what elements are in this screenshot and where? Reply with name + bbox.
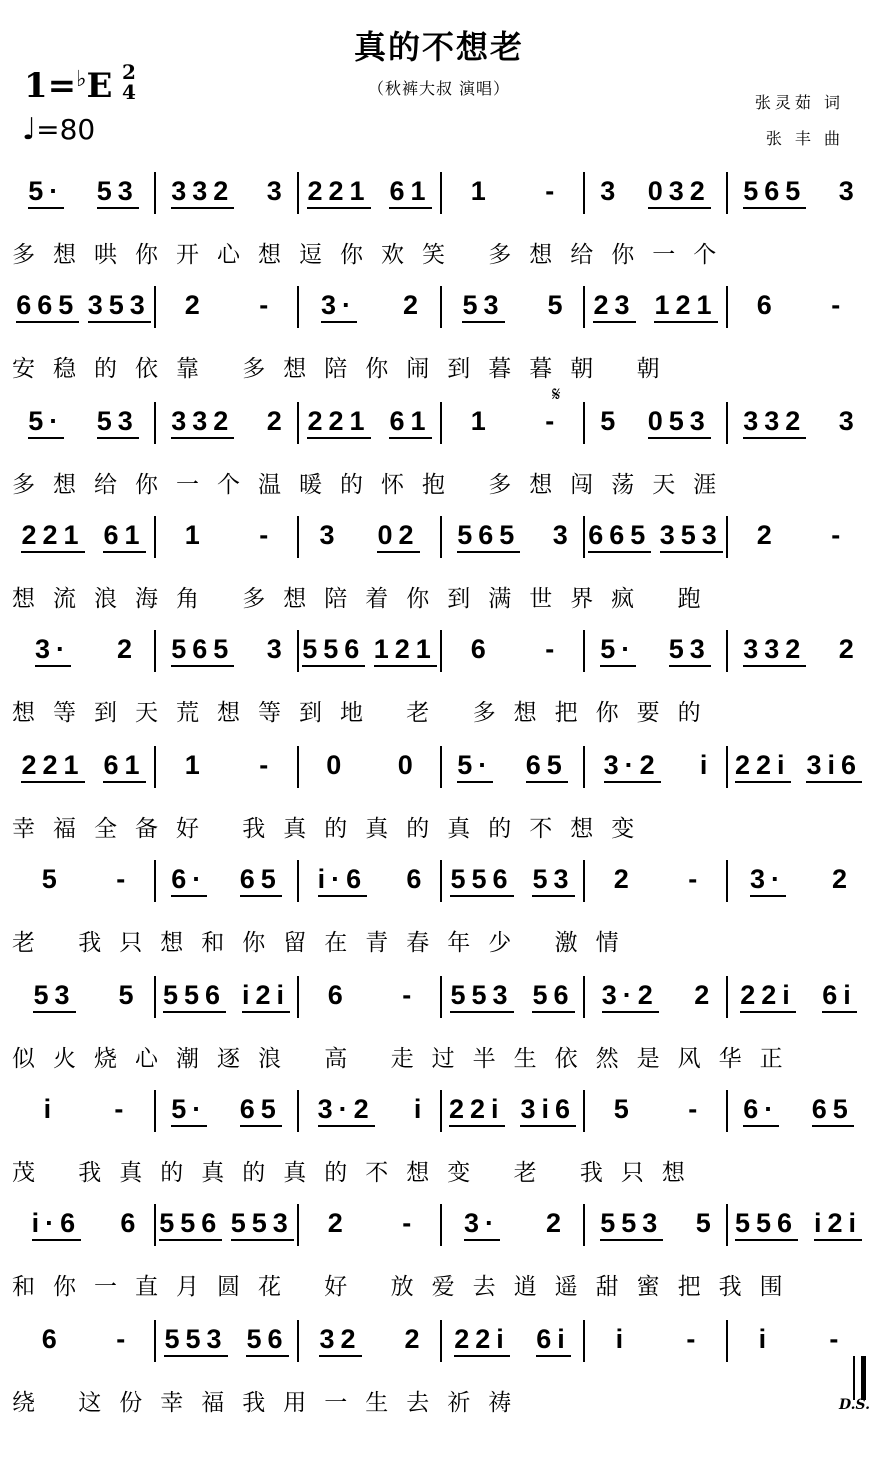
note-group: -	[259, 520, 269, 550]
note-group: -	[686, 1324, 696, 1354]
note-group: 65	[526, 750, 568, 783]
note-group: 6i	[822, 980, 857, 1013]
note-group: 556	[159, 1208, 222, 1241]
measure	[441, 750, 584, 783]
dal-segno-marking: D.S.	[838, 1397, 870, 1413]
note-group: 556	[302, 634, 365, 667]
note-group: 3	[266, 634, 282, 664]
note-group: 5	[118, 980, 134, 1010]
measure	[155, 290, 298, 321]
note-group: 6	[756, 290, 772, 320]
note-group: 353	[660, 520, 723, 553]
time-signature	[122, 62, 136, 102]
measure	[298, 864, 441, 897]
note-group: 3·	[464, 1208, 500, 1241]
measure	[727, 406, 870, 439]
measure	[584, 290, 727, 323]
note-group: 6i	[536, 1324, 571, 1357]
score-row	[12, 628, 870, 726]
measure	[12, 1324, 155, 1355]
note-group: i·6	[32, 1208, 82, 1241]
lyric-line: 安稳的依靠 多想陪你闹到暮暮朝 朝	[12, 356, 678, 382]
note-group: 1	[184, 520, 200, 550]
note-group: 22i	[454, 1324, 510, 1357]
measure	[298, 1208, 441, 1239]
measure	[441, 176, 584, 207]
measure	[727, 750, 870, 783]
score-row	[12, 514, 870, 612]
lyric-line: 幸福全备好 我真的真的真的不想变	[12, 816, 653, 842]
note-group: 2	[831, 864, 847, 894]
note-group: 02	[377, 520, 419, 553]
note-group: 65	[240, 864, 282, 897]
note-group: -	[545, 634, 555, 664]
note-group: 65	[240, 1094, 282, 1127]
note-group: 5	[600, 406, 616, 436]
note-group: 556	[450, 864, 513, 897]
measure	[155, 864, 298, 897]
song-title: 真的不想老	[353, 28, 524, 66]
notation-line	[12, 1088, 870, 1134]
note-group: 61	[103, 750, 145, 783]
time-numerator: 2	[122, 60, 136, 84]
note-group: i	[413, 1094, 422, 1124]
performer-subtitle: （秋裤大叔 演唱）	[367, 79, 511, 98]
note-group: 2	[404, 1324, 420, 1354]
notation-line	[12, 284, 870, 330]
score-row	[12, 858, 870, 956]
lyric-line: 老 我只想和你留在青春年少 激情	[12, 930, 637, 956]
measure	[727, 634, 870, 667]
final-barline	[853, 1356, 866, 1400]
note-group: -	[829, 1324, 839, 1354]
measure	[155, 176, 298, 209]
note-group: 665	[588, 520, 651, 553]
score-row	[12, 284, 870, 382]
note-group: 5·	[28, 176, 64, 209]
lyric-line: 多想哄你开心想逗你欢笑 多想给你一个	[12, 242, 735, 268]
note-group: 3·2	[602, 980, 659, 1013]
note-group: 5·	[171, 1094, 207, 1127]
note-group: 6	[41, 1324, 57, 1354]
notation-line	[12, 1202, 870, 1248]
note-group: 3·	[35, 634, 71, 667]
score-row	[12, 400, 870, 498]
measure	[441, 1094, 584, 1127]
time-denominator: 4	[122, 80, 136, 104]
note-group: 32	[319, 1324, 361, 1357]
note-group: -	[259, 750, 269, 780]
measure	[441, 290, 584, 323]
lyricist-credit: 张灵茹 词	[754, 93, 844, 112]
note-group: 2	[184, 290, 200, 320]
lyric-line: 似火烧心潮逐浪 高 走过半生依然是风华正	[12, 1046, 801, 1072]
note-group: 3	[838, 176, 854, 206]
score-row	[12, 170, 870, 268]
note-group: 6·	[743, 1094, 779, 1127]
note-group: 121	[374, 634, 437, 667]
note-group: -	[688, 864, 698, 894]
measure	[298, 406, 441, 439]
lyric-line: 茂 我真的真的真的不想变 老 我只想	[12, 1160, 703, 1186]
score-row	[12, 1088, 870, 1186]
note-group: 2	[545, 1208, 561, 1238]
note-group: 5·	[600, 634, 636, 667]
note-group: 23	[593, 290, 635, 323]
note-group: -	[116, 1324, 126, 1354]
note-group: -	[688, 1094, 698, 1124]
note-group: 5·	[457, 750, 493, 783]
note-group: 3i6	[806, 750, 862, 783]
note-group: 56	[532, 980, 574, 1013]
measure	[584, 176, 727, 209]
note-group: 221	[307, 176, 370, 209]
note-group: 22i	[740, 980, 796, 1013]
composer-credit: 张 丰 曲	[765, 129, 844, 148]
note-group: 565	[457, 520, 520, 553]
note-group: 53	[97, 406, 139, 439]
note-group: -	[545, 406, 555, 436]
note-group: 6	[120, 1208, 136, 1238]
note-group: i2i	[814, 1208, 862, 1241]
note-group: i	[758, 1324, 767, 1354]
note-group: -	[116, 864, 126, 894]
measure	[584, 1324, 727, 1355]
score-row	[12, 974, 870, 1072]
note-group: 3·2	[604, 750, 661, 783]
note-group: 221	[307, 406, 370, 439]
measure	[298, 290, 441, 323]
measure	[441, 1324, 584, 1357]
measure	[12, 290, 155, 323]
measure	[584, 520, 727, 553]
measure	[298, 176, 441, 209]
measure	[441, 634, 584, 665]
measure	[12, 1208, 155, 1241]
measure	[12, 520, 155, 553]
note-group: 3	[266, 176, 282, 206]
notation-line	[12, 400, 870, 446]
note-group: 332	[743, 406, 806, 439]
note-group: 3·	[321, 290, 357, 323]
note-group: 2	[266, 406, 282, 436]
lyric-line: 想流浪海角 多想陪着你到满世界疯 跑	[12, 586, 719, 612]
note-group: 221	[21, 520, 84, 553]
lyric-line: 绕 这份幸福我用一生去祈祷	[12, 1390, 530, 1416]
note-group: 3·	[750, 864, 786, 897]
note-group: -	[831, 520, 841, 550]
note-group: 565	[171, 634, 234, 667]
note-group: 3	[600, 176, 616, 206]
note-group: 565	[743, 176, 806, 209]
note-group: 2	[694, 980, 710, 1010]
measure	[155, 980, 298, 1013]
notation-line	[12, 1318, 870, 1364]
measure	[727, 1324, 870, 1355]
measure	[727, 520, 870, 551]
note-group: i	[615, 1324, 624, 1354]
note-group: 65	[812, 1094, 854, 1127]
note-group: 053	[648, 406, 711, 439]
note-group: 553	[450, 980, 513, 1013]
note-group: -	[545, 176, 555, 206]
note-group: i·6	[318, 864, 368, 897]
measure	[441, 980, 584, 1013]
note-group: 2	[756, 520, 772, 550]
tempo-marking	[22, 112, 95, 147]
note-group: 61	[389, 406, 431, 439]
note-group: -	[831, 290, 841, 320]
measure	[298, 980, 441, 1011]
notation-line	[12, 974, 870, 1020]
measure	[584, 1208, 727, 1241]
measure	[298, 1094, 441, 1127]
measure	[12, 1094, 155, 1125]
note-group: 61	[103, 520, 145, 553]
measure	[584, 750, 727, 783]
measure	[584, 864, 727, 895]
note-group: 3	[838, 406, 854, 436]
note-group: 5	[41, 864, 57, 894]
note-group: 5	[695, 1208, 711, 1238]
note-group: -	[402, 980, 412, 1010]
note-group: 553	[164, 1324, 227, 1357]
note-group: 22i	[449, 1094, 505, 1127]
note-group: -	[114, 1094, 124, 1124]
notation-line	[12, 514, 870, 560]
note-group: 221	[21, 750, 84, 783]
measure	[584, 634, 727, 667]
measure	[155, 634, 298, 667]
note-group: 22i	[735, 750, 791, 783]
note-group: 332	[743, 634, 806, 667]
measure	[298, 1324, 441, 1357]
note-group: 6	[470, 634, 486, 664]
note-group: 1	[470, 176, 486, 206]
note-group: 553	[231, 1208, 294, 1241]
note-group: 556	[735, 1208, 798, 1241]
measure	[155, 520, 298, 551]
note-group: 2	[327, 1208, 343, 1238]
score-row	[12, 1202, 870, 1300]
note-group: 3	[319, 520, 335, 550]
note-group: 2	[613, 864, 629, 894]
measure	[727, 176, 870, 209]
note-group: 5·	[28, 406, 64, 439]
lyric-line: 多想给你一个温暖的怀抱 多想闯荡天涯	[12, 472, 735, 498]
tempo-value: =80	[36, 113, 96, 146]
measure	[12, 864, 155, 895]
note-group: 0	[397, 750, 413, 780]
measure	[155, 1094, 298, 1127]
measure	[12, 634, 155, 667]
note-group: 53	[669, 634, 711, 667]
measure	[727, 290, 870, 321]
key-note: E	[86, 66, 113, 106]
measure	[584, 980, 727, 1013]
measure	[155, 406, 298, 439]
note-group: 353	[88, 290, 151, 323]
measure	[298, 750, 441, 781]
note-group: 53	[97, 176, 139, 209]
measure	[441, 406, 584, 437]
note-group: 6	[406, 864, 422, 894]
measure	[12, 980, 155, 1013]
note-group: 61	[389, 176, 431, 209]
score-row	[12, 744, 870, 842]
measure	[584, 406, 727, 439]
note-group: 0	[326, 750, 342, 780]
note-group: 2	[116, 634, 132, 664]
segno-icon: 𝄋	[552, 382, 561, 406]
notation-line	[12, 170, 870, 216]
measure	[298, 520, 441, 553]
note-group: i	[699, 750, 708, 780]
note-group: 1	[470, 406, 486, 436]
note-group: 556	[163, 980, 226, 1013]
notation-line	[12, 858, 870, 904]
note-group: 3·2	[318, 1094, 375, 1127]
note-group: 5	[547, 290, 563, 320]
note-group: i	[43, 1094, 52, 1124]
measure	[155, 750, 298, 781]
note-group: 032	[648, 176, 711, 209]
note-group: 6·	[171, 864, 207, 897]
note-group: i2i	[242, 980, 290, 1013]
quarter-note-icon: ♩	[22, 112, 37, 147]
measure	[727, 1208, 870, 1241]
measure	[155, 1208, 298, 1241]
measure	[155, 1324, 298, 1357]
note-group: 1	[184, 750, 200, 780]
note-group: 332	[171, 406, 234, 439]
note-group: 553	[600, 1208, 663, 1241]
notation-line	[12, 744, 870, 790]
measure	[298, 634, 441, 667]
measure	[12, 750, 155, 783]
notation-line	[12, 628, 870, 674]
flat-icon: ♭	[76, 66, 87, 92]
note-group: 5	[613, 1094, 629, 1124]
lyric-line: 想等到天荒想等到地 老 多想把你要的	[12, 700, 719, 726]
note-group: 53	[33, 980, 75, 1013]
measure	[727, 1094, 870, 1127]
note-group: 53	[462, 290, 504, 323]
key-signature	[24, 66, 112, 106]
note-group: 3	[552, 520, 568, 550]
measure	[12, 176, 155, 209]
note-group: 3i6	[520, 1094, 576, 1127]
measure	[727, 980, 870, 1013]
lyric-line: 和你一直月圆花 好 放爱去逍遥甜蜜把我围	[12, 1274, 801, 1300]
note-group: -	[259, 290, 269, 320]
measure	[441, 1208, 584, 1241]
note-group: 53	[532, 864, 574, 897]
note-group: 665	[16, 290, 79, 323]
measure	[441, 864, 584, 897]
note-group: 6	[327, 980, 343, 1010]
note-group: 332	[171, 176, 234, 209]
note-group: 2	[402, 290, 418, 320]
measure	[12, 406, 155, 439]
note-group: 121	[654, 290, 717, 323]
key-prefix: 1=	[24, 66, 77, 106]
note-group: 2	[838, 634, 854, 664]
note-group: 56	[246, 1324, 288, 1357]
measure	[727, 864, 870, 897]
measure	[584, 1094, 727, 1125]
measure	[441, 520, 584, 553]
note-group: -	[402, 1208, 412, 1238]
